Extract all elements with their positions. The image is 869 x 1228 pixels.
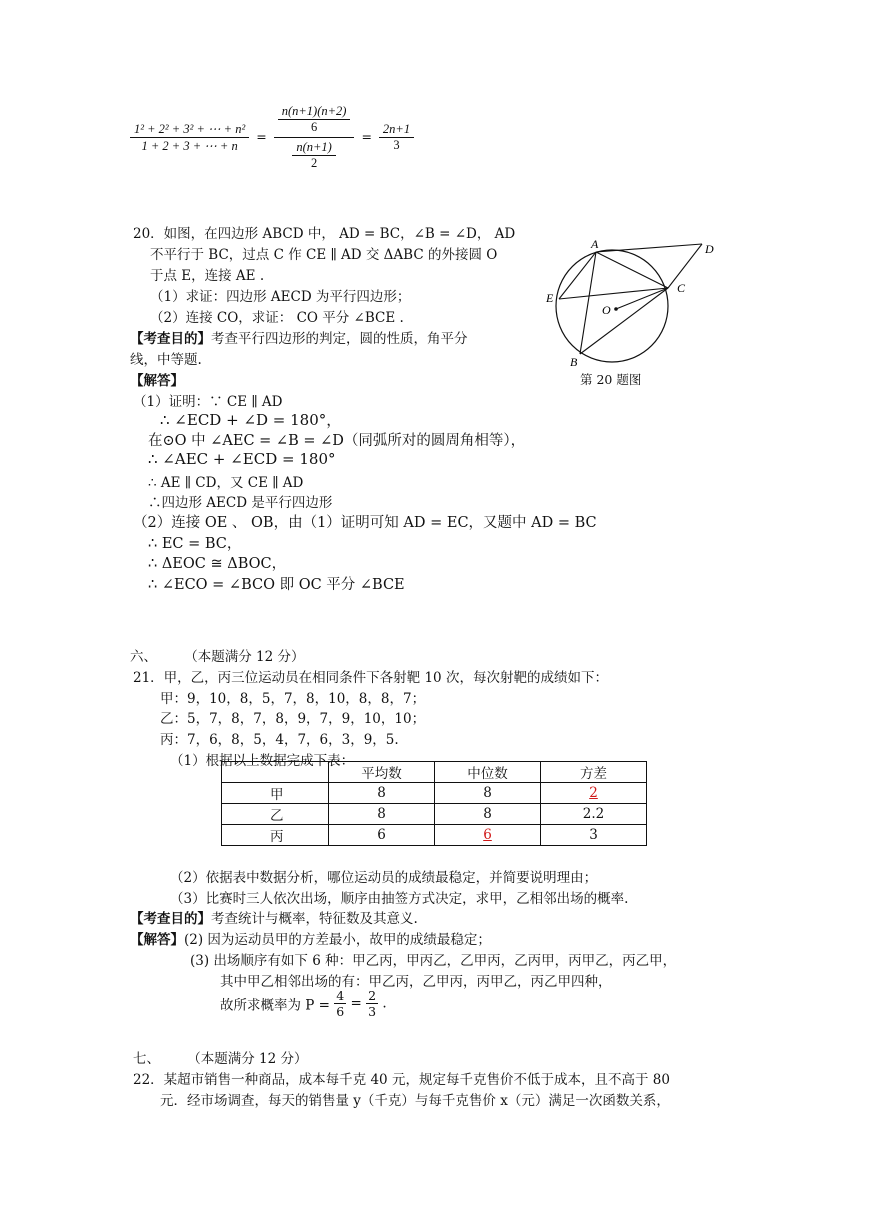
sum-ratio-formula [130, 104, 414, 171]
table-cell: 8 [435, 783, 541, 804]
q20-step4: ∴ ∠AEC + ∠ECD = 180° [148, 450, 336, 468]
purpose-tag: 【考查目的】 [130, 331, 211, 347]
q20-step10: ∴ ∠ECO = ∠BCO 即 OC 平分 ∠BCE [148, 577, 405, 593]
section-7-heading: 七、 （本题满分 12 分） [133, 1051, 308, 1067]
table-cell: 6 [329, 825, 435, 846]
table-header-cell: 平均数 [329, 762, 435, 783]
q20-figure [540, 230, 730, 390]
purpose-tag: 【考查目的】 [130, 911, 211, 927]
mid-denominator-fraction: $\frac{n(n+1)}{2}$ [292, 140, 336, 171]
table-header-row [222, 762, 647, 783]
label-C: C [677, 281, 686, 295]
segment-AD [596, 244, 702, 252]
label-E: E [546, 291, 554, 305]
q21-scores-bing: 丙：7，6，8，5，4，7，6，3，9，5. [160, 732, 399, 748]
table-cell [435, 825, 541, 846]
q20-line1: 20．如图，在四边形 ABCD 中， AD = BC，∠B = ∠D， AD [133, 226, 516, 242]
q21-answer-3-line2: 其中甲乙相邻出场的有：甲乙丙，乙甲丙，丙甲乙，丙乙甲四种， [220, 974, 612, 990]
table-cell: 丙 [222, 825, 329, 846]
q21-answer-3-line1: (3) 出场顺序有如下 6 种：甲乙丙，甲丙乙，乙甲丙，乙丙甲，丙甲乙，丙乙甲， [190, 953, 677, 969]
q21-scores-jia: 甲：9，10，8，5，7，8，10，8，8，7； [160, 691, 426, 707]
q21-scores-yi: 乙：5，7，8，7，8，9，7，9，10，10； [160, 711, 426, 727]
label-A: A [591, 237, 599, 251]
segment-BC [580, 288, 668, 354]
segment-AB [580, 252, 596, 354]
label-D: D [705, 242, 714, 256]
equals-sign: = [256, 129, 267, 144]
mid-fraction [274, 104, 355, 171]
segment-EC [559, 288, 668, 299]
filled-answer: 6 [483, 827, 492, 843]
table-row [222, 783, 647, 804]
center-point [614, 307, 618, 311]
q22-line1: 22．某超市销售一种商品，成本每千克 40 元，规定每千克售价不低于成本，且不高于 80 [133, 1072, 670, 1088]
q22-line2: 元．经市场调查，每天的销售量 y（千克）与每千克售价 x（元）满足一次函数关系， [160, 1093, 670, 1109]
q20-step8: ∴ EC = BC， [148, 536, 242, 552]
label-B: B [570, 355, 578, 369]
table-row [222, 825, 647, 846]
table-header-cell [222, 762, 329, 783]
mid-numerator-fraction: $\frac{n(n+1)(n+2)}{6}$ [278, 104, 351, 135]
filled-answer: 2 [589, 785, 598, 801]
lhs-numerator: 1² + 2² + 3² + ⋯ + n² [130, 121, 249, 138]
probability-fraction-2: $\frac{2}{3}$ [368, 988, 377, 1019]
q20-figure-caption: 第 20 题图 [580, 372, 642, 387]
q20-step1: （1）证明：∵ CE ∥ AD [133, 394, 283, 410]
q21-stem: 21．甲，乙，丙三位运动员在相同条件下各射靶 10 次，每次射靶的成绩如下： [133, 670, 608, 686]
probability-fraction-1: $\frac{4}{6}$ [336, 988, 345, 1019]
q20-part2: （2）连接 CO，求证： CO 平分 ∠BCE . [150, 310, 404, 326]
equals-sign: = [361, 129, 372, 144]
q20-step6: ∴四边形 AECD 是平行四边形 [148, 495, 333, 511]
q20-line3: 于点 E，连接 AE . [150, 268, 265, 284]
table-cell: 3 [541, 825, 647, 846]
q21-purpose: 【考查目的】考查统计与概率，特征数及其意义. [130, 911, 418, 927]
q21-stats-table [221, 761, 647, 846]
section-6-heading: 六、 （本题满分 12 分） [130, 649, 305, 665]
q20-answer-tag: 【解答】 [130, 373, 184, 389]
label-O: O [602, 303, 611, 317]
table-cell: 8 [329, 804, 435, 825]
q20-purpose: 【考查目的】考查平行四边形的判定，圆的性质，角平分 [130, 331, 468, 347]
table-cell [541, 783, 647, 804]
table-cell: 甲 [222, 783, 329, 804]
q20-step5: ∴ AE ∥ CD，又 CE ∥ AD [148, 475, 304, 491]
lhs-denominator: 1 + 2 + 3 + ⋯ + n [141, 139, 238, 153]
table-cell: 乙 [222, 804, 329, 825]
q21-part2: （2）依据表中数据分析，哪位运动员的成绩最稳定，并简要说明理由； [170, 870, 598, 886]
table-cell: 8 [435, 804, 541, 825]
table-cell: 2.2 [541, 804, 647, 825]
q20-step9: ∴ ΔEOC ≅ ΔBOC， [148, 556, 287, 572]
q20-step7: （2）连接 OE 、 OB，由（1）证明可知 AD = EC，又题中 AD = BC [133, 515, 597, 531]
q21-answer-2: 【解答】(2) 因为运动员甲的方差最小，故甲的成绩最稳定； [130, 932, 491, 948]
lhs-fraction [130, 121, 249, 154]
rhs-fraction: $\frac{2n+1}{3}$ [379, 122, 414, 153]
q20-step2: ∴ ∠ECD + ∠D = 180°， [160, 411, 342, 429]
q21-part3: （3）比赛时三人依次出场，顺序由抽签方式决定，求甲，乙相邻出场的概率. [170, 891, 629, 907]
q20-purpose-cont: 线，中等题. [130, 352, 202, 368]
q20-line2: 不平行于 BC，过点 C 作 CE ∥ AD 交 ΔABC 的外接圆 O [150, 247, 498, 263]
q20-part1: （1）求证：四边形 AECD 为平行四边形； [150, 289, 411, 305]
segment-AC [596, 252, 668, 288]
table-header-cell: 中位数 [435, 762, 541, 783]
answer-tag: 【解答】 [130, 932, 184, 948]
table-row [222, 804, 647, 825]
table-cell: 8 [329, 783, 435, 804]
q20-step3: 在⊙O 中 ∠AEC = ∠B = ∠D（同弧所对的圆周角相等）， [148, 433, 526, 449]
table-header-cell: 方差 [541, 762, 647, 783]
circumcircle [556, 250, 668, 362]
q21-answer-3-probability: 故所求概率为 P = $\frac{4}{6}$ = $\frac{2}{3}$ . [220, 988, 387, 1019]
q21-part1: （1）根据以上数据完成下表： [170, 753, 355, 769]
